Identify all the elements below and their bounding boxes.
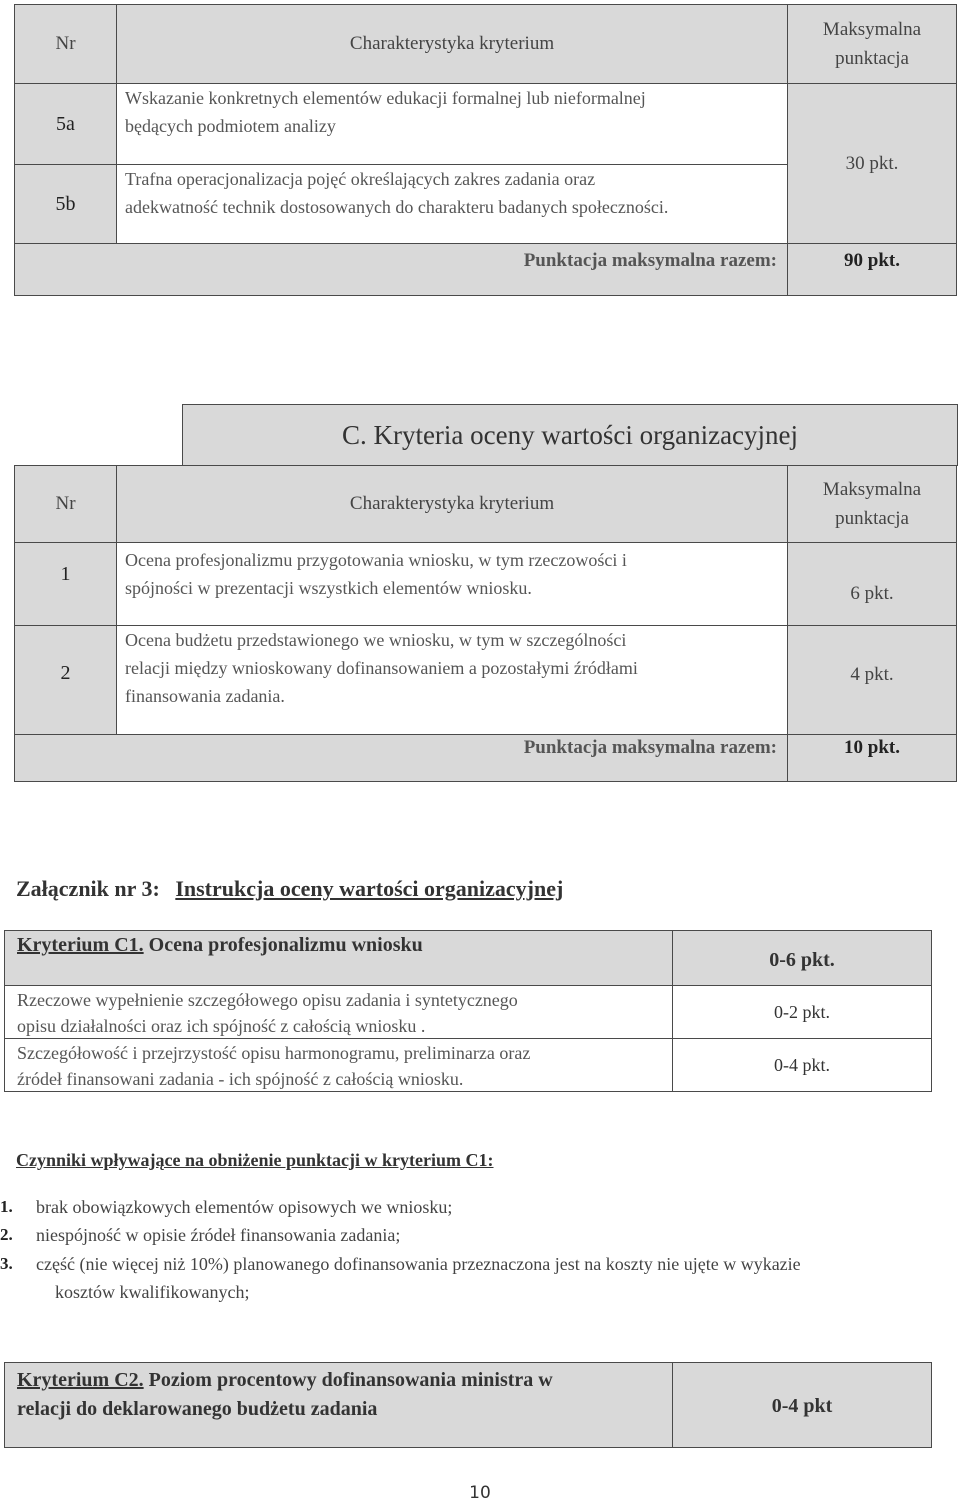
factor-text: część (nie więcej niż 10%) planowanego dofinansowania przeznaczona jest na koszty nie ujęte w wykazie <box>36 1254 801 1274</box>
table-b-row-nr: 5b <box>14 164 117 244</box>
table-b-total-value: 90 pkt. <box>844 250 900 271</box>
table-c-total-label: Punktacja maksymalna razem: <box>523 737 777 758</box>
table-c-row-text: Ocena profesjonalizmu przygotowania wniosku, w tym rzeczowości i spójności w prezentacji wszystkich elementów wniosku. <box>116 542 788 626</box>
c1-label: Kryterium C1. <box>17 934 144 956</box>
annex-title: Instrukcja oceny wartości organizacyjnej <box>175 876 564 901</box>
factor-number: 1. <box>0 1197 13 1216</box>
table-c-total-value: 10 pkt. <box>844 737 900 758</box>
c1-title: Ocena profesjonalizmu wniosku <box>143 934 423 956</box>
c1-header <box>4 930 673 986</box>
table-c-row-points: 6 pkt. <box>787 542 957 626</box>
table-b-total-row <box>14 243 788 296</box>
factor-number: 2. <box>0 1225 13 1244</box>
table-c-total-value-cell <box>787 734 957 782</box>
c2-title-line2: relacji do deklarowanego budżetu zadania <box>17 1398 378 1420</box>
c1-item-points: 0-2 pkt. <box>672 985 932 1039</box>
c2-header <box>4 1362 673 1448</box>
table-c-row-points: 4 pkt. <box>787 625 957 735</box>
c1-item: Rzeczowe wypełnienie szczegółowego opisu zadania i syntetycznego opisu działalności oraz ich spójność z całością wniosku . <box>4 985 673 1039</box>
c2-title-line1: Poziom procentowy dofinansowania ministra w <box>143 1369 553 1391</box>
table-c-header-nr: Nr <box>14 465 117 543</box>
annex-heading <box>16 876 563 902</box>
c1-item-points: 0-4 pkt. <box>672 1038 932 1092</box>
c1-total: 0-6 pkt. <box>672 930 932 986</box>
table-c-row-nr: 1 <box>14 542 117 626</box>
table-b-points: 30 pkt. <box>787 83 957 244</box>
page-number: 10 <box>469 1483 491 1503</box>
table-b-total-value-cell <box>787 243 957 296</box>
table-c-row-text: Ocena budżetu przedstawionego we wniosku, w tym w szczególności relacji między wnioskowany dofinansowaniem a pozostałymi źródłami finansowania zadania. <box>116 625 788 735</box>
annex-label: Załącznik nr 3: <box>16 876 160 901</box>
table-b-row-text: Wskazanie konkretnych elementów edukacji formalnej lub nieformalnej będących podmiotem analizy <box>116 83 788 165</box>
c2-label: Kryterium C2. <box>17 1369 144 1391</box>
table-b-total-label: Punktacja maksymalna razem: <box>523 250 777 271</box>
table-b-row-nr: 5a <box>14 83 117 165</box>
c2-points: 0-4 pkt <box>672 1362 932 1448</box>
table-b-row-text: Trafna operacjonalizacja pojęć określających zakres zadania oraz adekwatność technik dostosowanych do charakteru badanych społeczności. <box>116 164 788 244</box>
table-c-header-characteristic: Charakterystyka kryterium <box>116 465 788 543</box>
table-b-header-max-points: Maksymalna punktacja <box>787 4 957 84</box>
table-b-header-nr: Nr <box>14 4 117 84</box>
factors-heading: Czynniki wpływające na obniżenie punktacji w kryterium C1: <box>16 1150 494 1170</box>
factor-text: niespójność w opisie źródeł finansowania zadania; <box>36 1225 401 1245</box>
table-c-header-max-points: Maksymalna punktacja <box>787 465 957 543</box>
factor-text-continuation: kosztów kwalifikowanych; <box>55 1282 250 1302</box>
factor-text: brak obowiązkowych elementów opisowych we wniosku; <box>36 1197 453 1217</box>
table-c-row-nr: 2 <box>14 625 117 735</box>
section-c-title: C. Kryteria oceny wartości organizacyjnej <box>182 404 958 466</box>
table-c-total-row <box>14 734 788 782</box>
table-b-header-characteristic: Charakterystyka kryterium <box>116 4 788 84</box>
factor-number: 3. <box>0 1254 13 1273</box>
c1-item: Szczegółowość i przejrzystość opisu harmonogramu, preliminarza oraz źródeł finansowani zadania - ich spójność z całością wniosku. <box>4 1038 673 1092</box>
